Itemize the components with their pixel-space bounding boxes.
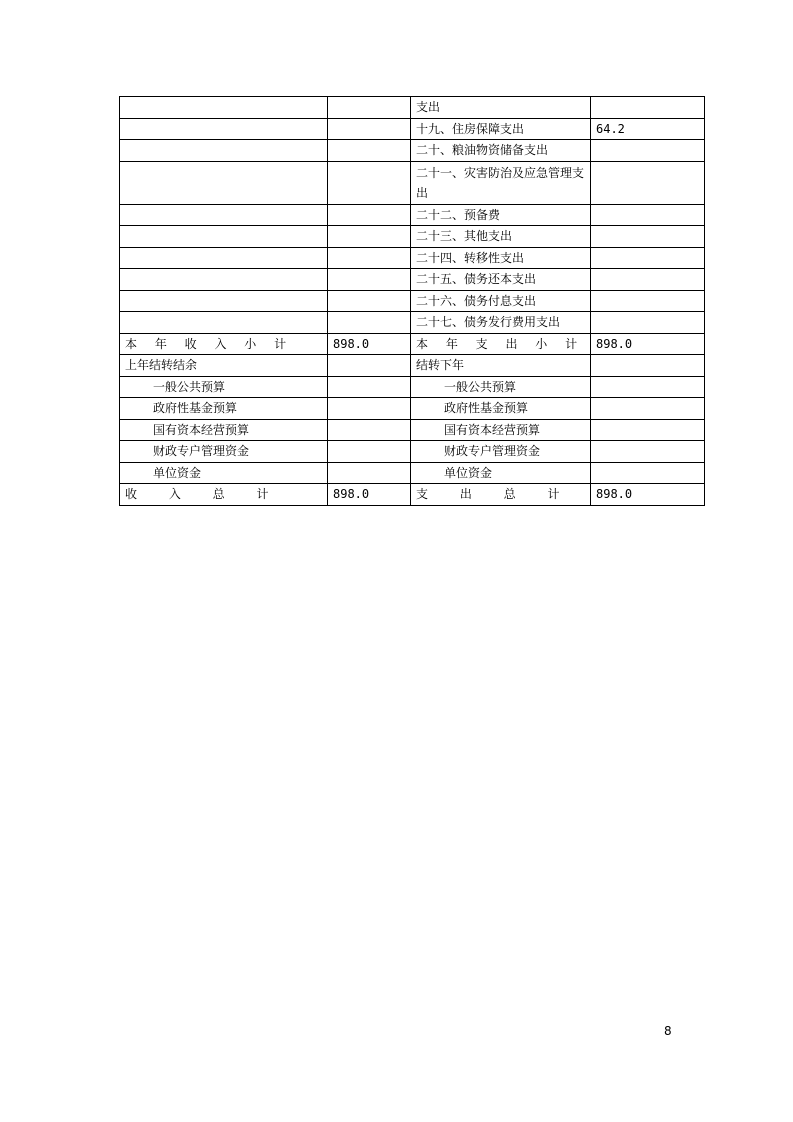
expense-item-cell: 二十五、债务还本支出 bbox=[411, 269, 591, 291]
expense-amount-cell bbox=[591, 247, 705, 269]
carryover-row bbox=[120, 419, 705, 441]
table-row bbox=[120, 204, 705, 226]
carryover-row bbox=[120, 441, 705, 463]
expense-total-amount: 898.0 bbox=[591, 484, 705, 506]
subtotal-row bbox=[120, 333, 705, 355]
carryover-row bbox=[120, 376, 705, 398]
income-amount-cell bbox=[328, 376, 411, 398]
total-row bbox=[120, 484, 705, 506]
table-row bbox=[120, 290, 705, 312]
expense-amount-cell bbox=[591, 161, 705, 204]
expense-item-cell: 支出 bbox=[411, 97, 591, 119]
income-carryover-item: 政府性基金预算 bbox=[120, 398, 328, 420]
expense-amount-cell: 64.2 bbox=[591, 118, 705, 140]
budget-summary-table bbox=[119, 96, 705, 506]
income-item-cell bbox=[120, 97, 328, 119]
income-amount-cell bbox=[328, 462, 411, 484]
expense-subtotal-label: 本 年 支 出 小 计 bbox=[411, 333, 591, 355]
income-amount-cell bbox=[328, 161, 411, 204]
page-number: 8 bbox=[664, 1024, 672, 1038]
income-total-label: 收 入 总 计 bbox=[120, 484, 328, 506]
expense-carryover-item: 单位资金 bbox=[411, 462, 591, 484]
expense-amount-cell bbox=[591, 269, 705, 291]
income-amount-cell bbox=[328, 441, 411, 463]
carryover-row bbox=[120, 398, 705, 420]
expense-carryover-item: 一般公共预算 bbox=[411, 376, 591, 398]
expense-item-cell: 二十二、预备费 bbox=[411, 204, 591, 226]
expense-amount-cell bbox=[591, 462, 705, 484]
expense-item-cell: 二十一、灾害防治及应急管理支出 bbox=[411, 161, 591, 204]
income-amount-cell bbox=[328, 118, 411, 140]
carryover-row bbox=[120, 462, 705, 484]
expense-carryover-label: 结转下年 bbox=[411, 355, 591, 377]
expense-carryover-item: 财政专户管理资金 bbox=[411, 441, 591, 463]
expense-carryover-item: 政府性基金预算 bbox=[411, 398, 591, 420]
table-row bbox=[120, 226, 705, 248]
income-carryover-item: 单位资金 bbox=[120, 462, 328, 484]
expense-amount-cell bbox=[591, 398, 705, 420]
table-row bbox=[120, 269, 705, 291]
expense-item-cell: 十九、住房保障支出 bbox=[411, 118, 591, 140]
income-amount-cell bbox=[328, 97, 411, 119]
expense-amount-cell bbox=[591, 355, 705, 377]
expense-item-cell: 二十七、债务发行费用支出 bbox=[411, 312, 591, 334]
income-amount-cell bbox=[328, 204, 411, 226]
income-amount-cell bbox=[328, 419, 411, 441]
income-carryover-item: 国有资本经营预算 bbox=[120, 419, 328, 441]
income-amount-cell bbox=[328, 247, 411, 269]
income-item-cell bbox=[120, 204, 328, 226]
income-item-cell bbox=[120, 140, 328, 162]
table-row bbox=[120, 312, 705, 334]
income-item-cell bbox=[120, 161, 328, 204]
expense-item-cell: 二十、粮油物资储备支出 bbox=[411, 140, 591, 162]
income-amount-cell bbox=[328, 226, 411, 248]
expense-amount-cell bbox=[591, 312, 705, 334]
expense-amount-cell bbox=[591, 204, 705, 226]
expense-item-cell: 二十四、转移性支出 bbox=[411, 247, 591, 269]
income-amount-cell bbox=[328, 269, 411, 291]
income-item-cell bbox=[120, 312, 328, 334]
income-amount-cell bbox=[328, 355, 411, 377]
table-row bbox=[120, 118, 705, 140]
carryover-header-row bbox=[120, 355, 705, 377]
income-amount-cell bbox=[328, 312, 411, 334]
income-amount-cell bbox=[328, 140, 411, 162]
income-carryover-label: 上年结转结余 bbox=[120, 355, 328, 377]
income-total-amount: 898.0 bbox=[328, 484, 411, 506]
income-carryover-item: 一般公共预算 bbox=[120, 376, 328, 398]
expense-item-cell: 二十六、债务付息支出 bbox=[411, 290, 591, 312]
table-row bbox=[120, 97, 705, 119]
income-subtotal-amount: 898.0 bbox=[328, 333, 411, 355]
income-item-cell bbox=[120, 247, 328, 269]
expense-amount-cell bbox=[591, 97, 705, 119]
income-item-cell bbox=[120, 290, 328, 312]
income-item-cell bbox=[120, 118, 328, 140]
income-amount-cell bbox=[328, 290, 411, 312]
expense-amount-cell bbox=[591, 226, 705, 248]
expense-amount-cell bbox=[591, 140, 705, 162]
table-row bbox=[120, 247, 705, 269]
expense-amount-cell bbox=[591, 376, 705, 398]
income-item-cell bbox=[120, 226, 328, 248]
expense-subtotal-amount: 898.0 bbox=[591, 333, 705, 355]
income-carryover-item: 财政专户管理资金 bbox=[120, 441, 328, 463]
income-amount-cell bbox=[328, 398, 411, 420]
expense-amount-cell bbox=[591, 290, 705, 312]
expense-total-label: 支 出 总 计 bbox=[411, 484, 591, 506]
expense-amount-cell bbox=[591, 419, 705, 441]
expense-item-cell: 二十三、其他支出 bbox=[411, 226, 591, 248]
expense-carryover-item: 国有资本经营预算 bbox=[411, 419, 591, 441]
table-row bbox=[120, 161, 705, 204]
table-row bbox=[120, 140, 705, 162]
expense-amount-cell bbox=[591, 441, 705, 463]
income-subtotal-label: 本 年 收 入 小 计 bbox=[120, 333, 328, 355]
income-item-cell bbox=[120, 269, 328, 291]
